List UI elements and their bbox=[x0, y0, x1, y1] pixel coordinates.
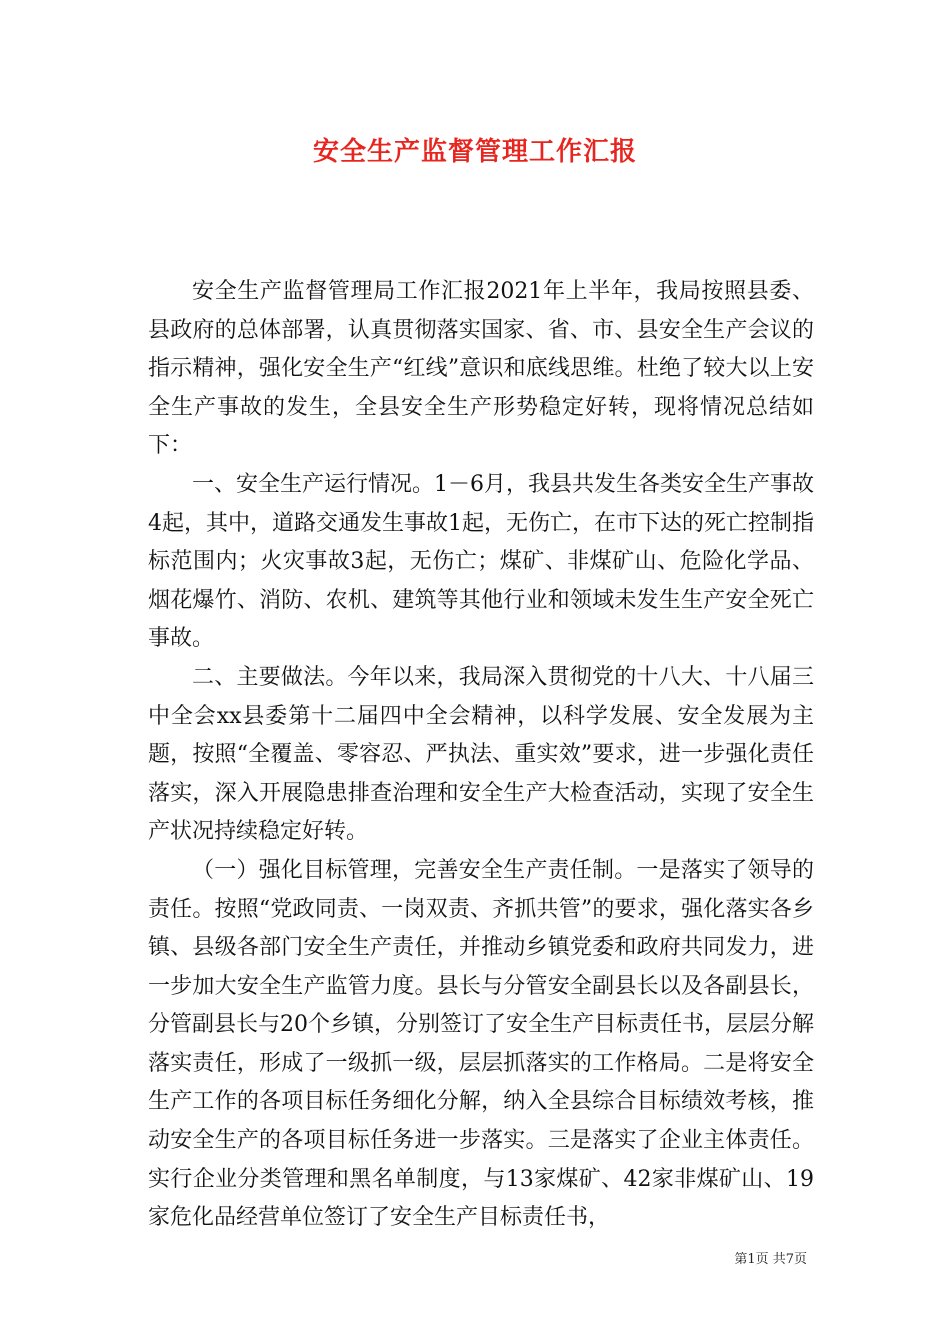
document-title: 安全生产监督管理工作汇报 bbox=[312, 137, 637, 167]
paragraph-subsection-1: （一）强化目标管理，完善安全生产责任制。一是落实了领导的责任。按照“党政同责、一岗双责、齐抓共管”的要求，强化落实各乡镇、县级各部门安全生产责任，并推动乡镇党委和政府共同发力，进一步加大安全生产监管力度。县长与分管安全副县长以及各副县长，分管副县长与20个乡镇，分别签订了安全生产目标责任书，层层分解落实责任，形成了一级抓一级，层层抓落实的工作格局。二是将安全生产工作的各项目标任务细化分解，纳入全县综合目标绩效考核，推动安全生产的各项目标任务进一步落实。三是落实了企业主体责任。实行企业分类管理和黑名单制度，与13家煤矿、42家非煤矿山、19家危化品经营单位签订了安全生产目标责任书， bbox=[148, 857, 814, 1231]
paragraph-section-1: 一、安全生产运行情况。1－6月，我县共发生各类安全生产事故4起，其中，道路交通发生事故1起，无伤亡，在市下达的死亡控制指标范围内；火灾事故3起，无伤亡；煤矿、非煤矿山、危险化学品、烟花爆竹、消防、农机、建筑等其他行业和领域未发生生产安全死亡事故。 bbox=[148, 471, 814, 652]
paragraph-section-2: 二、主要做法。今年以来，我局深入贯彻党的十八大、十八届三中全会xx县委第十二届四中全会精神，以科学发展、安全发展为主题，按照“全覆盖、零容忍、严执法、重实效”要求，进一步强化责任落实，深入开展隐患排查治理和安全生产大检查活动，实现了安全生产状况持续稳定好转。 bbox=[148, 664, 814, 845]
page-number-footer: 第1页 共7页 bbox=[734, 1252, 807, 1267]
paragraph-intro: 安全生产监督管理局工作汇报2021年上半年，我局按照县委、县政府的总体部署，认真贯彻落实国家、省、市、县安全生产会议的指示精神，强化安全生产“红线”意识和底线思维。杜绝了较大以上安全生产事故的发生，全县安全生产形势稳定好转，现将情况总结如下： bbox=[148, 279, 814, 459]
document-body bbox=[148, 273, 814, 1238]
